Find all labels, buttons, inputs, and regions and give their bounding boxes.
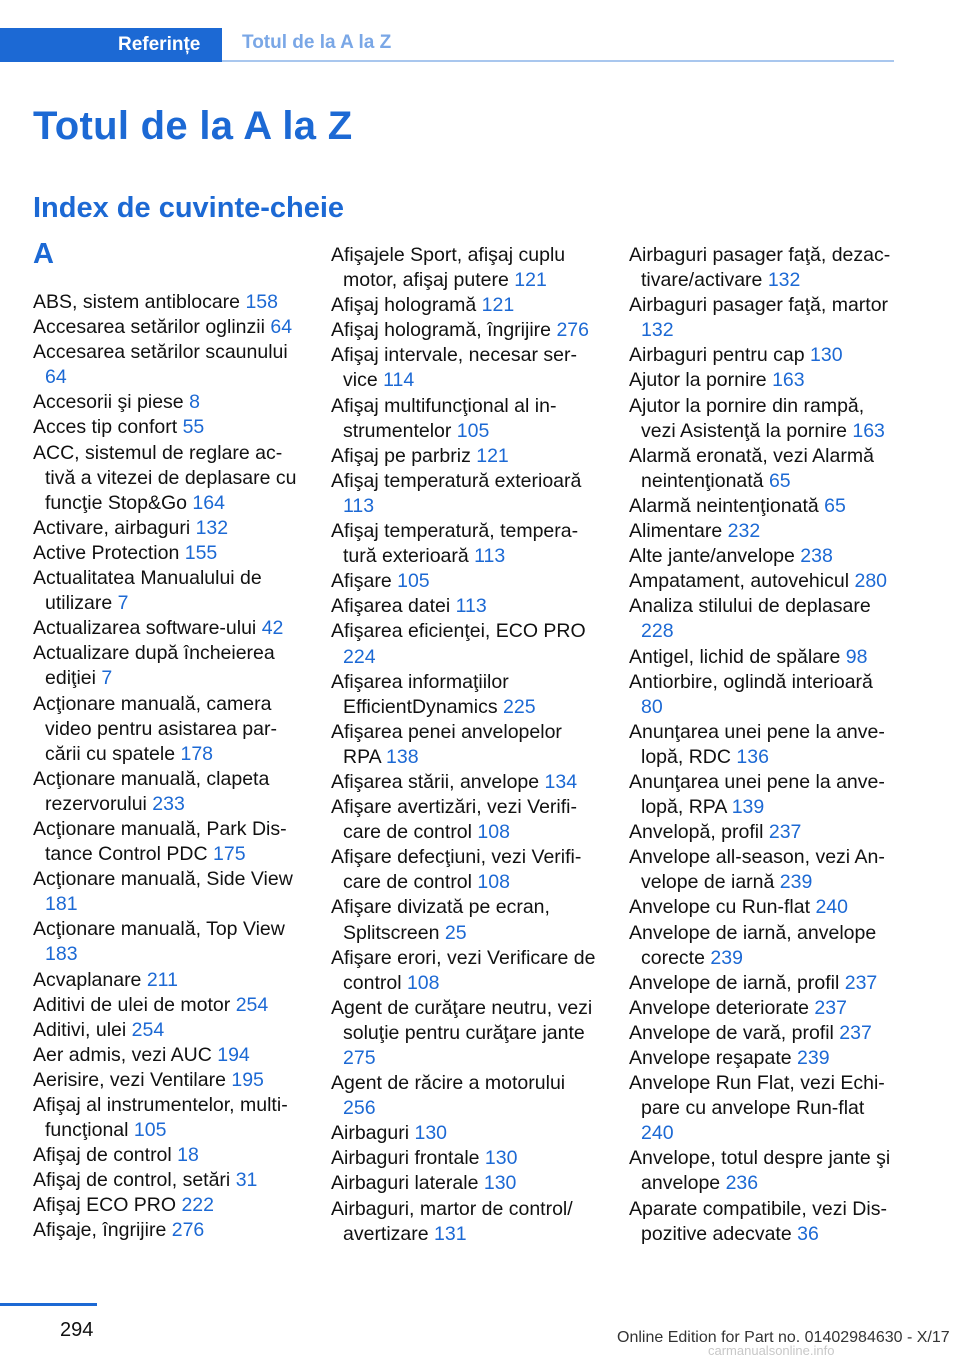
index-entry — [629, 519, 899, 544]
index-entry — [33, 1143, 303, 1168]
index-term: Acţionare manuală, Park Distance Control PDC — [33, 817, 287, 866]
index-term: Alarmă eronată, vezi Alarmă neintenţionată — [629, 444, 874, 492]
page-reference-link[interactable]: 130 — [414, 1122, 448, 1145]
index-term: Anvelope Run Flat, vezi Echipare cu anvelope Run-flat — [629, 1072, 885, 1120]
page-reference-link[interactable]: 195 — [231, 1068, 264, 1091]
index-entry — [33, 415, 303, 440]
index-term: Anvelope cu Run-flat — [629, 896, 816, 919]
index-term: Acţionare manuală, clapeta rezervorului — [33, 767, 270, 815]
index-term: Afişaje, îngrijire — [33, 1219, 172, 1242]
index-entry — [331, 1146, 601, 1171]
index-term: Anvelope all-season, vezi Anvelope de iarnă — [629, 846, 885, 894]
index-term: Airbaguri pasager faţă, martor — [629, 294, 889, 317]
tab-totul-de-la-a-la-z[interactable] — [242, 28, 391, 60]
page-reference-link[interactable]: 194 — [217, 1043, 250, 1066]
index-entry — [33, 993, 303, 1018]
footer-rule — [0, 1303, 97, 1306]
page-reference-link[interactable]: 240 — [815, 896, 848, 919]
index-term: Afişare erori, vezi Verificare de control — [331, 946, 596, 994]
index-term: Afişaj al instrumentelor, multifuncţional — [33, 1094, 288, 1142]
index-term: Anunţarea unei pene la anvelopă, RPA — [629, 770, 885, 819]
index-entry — [629, 996, 899, 1021]
letter-heading: A — [33, 238, 54, 270]
index-column-3 — [629, 243, 899, 1247]
page-reference-link[interactable]: 222 — [181, 1194, 214, 1217]
page-reference-link[interactable]: 256 — [343, 1097, 376, 1120]
page-reference-link[interactable]: 254 — [131, 1018, 165, 1041]
page-reference-link[interactable]: 211 — [146, 968, 178, 991]
index-entry — [629, 720, 899, 770]
index-entry — [33, 616, 303, 641]
index-term: Accesorii şi piese — [33, 391, 190, 414]
index-entry — [629, 368, 899, 393]
page-reference-link[interactable]: 18 — [177, 1144, 199, 1167]
index-term: Acţionare manuală, camera video pentru asistarea parcării cu spatele — [33, 692, 277, 765]
index-entry — [629, 1197, 899, 1247]
index-entry — [33, 767, 303, 817]
index-term: Alarmă neintenţionată — [629, 494, 825, 517]
index-entry — [33, 390, 303, 415]
page-reference-link[interactable]: 237 — [814, 996, 847, 1019]
page-reference-link[interactable]: 178 — [180, 742, 214, 765]
index-term: Anvelope, totul despre jante şi anvelope — [629, 1147, 891, 1195]
index-entry — [331, 619, 601, 669]
index-entry — [629, 569, 899, 594]
index-term: Afişaj ECO PRO — [33, 1194, 182, 1217]
index-entry — [629, 645, 899, 670]
index-term: Aerisire, vezi Ventilare — [33, 1068, 232, 1091]
index-entry — [629, 670, 899, 720]
page-reference-link[interactable]: 239 — [779, 871, 813, 894]
index-term: Actualitatea Manualului de utilizare — [33, 567, 262, 615]
page-reference-link[interactable]: 136 — [736, 745, 769, 768]
index-term: Afişarea datei — [331, 595, 456, 618]
index-term: Alte jante/anvelope — [629, 545, 801, 568]
page-reference-link[interactable]: 31 — [235, 1169, 258, 1192]
index-term: Anvelope reşapate — [629, 1047, 798, 1069]
index-entry — [331, 795, 601, 845]
index-term: Antigel, lichid de spălare — [629, 645, 846, 668]
index-term: Ampatament, autovehicul — [629, 570, 855, 593]
index-term: Accesarea setărilor oglinzii — [33, 316, 271, 339]
index-term: Afişaj hologramă — [331, 294, 482, 317]
index-term: Afişaj pe parbriz — [331, 444, 477, 467]
page-reference-link[interactable]: 225 — [503, 695, 536, 718]
index-entry — [33, 1043, 303, 1068]
index-term: Activare, airbaguri — [33, 516, 196, 539]
index-term: Alimentare — [629, 520, 728, 543]
index-entry — [629, 1021, 899, 1046]
index-term: Anvelopă, profil — [629, 821, 769, 844]
index-term: Afişaj temperatură exterioară — [331, 469, 582, 492]
index-entry — [331, 394, 601, 444]
index-term: Acces tip confort — [33, 416, 183, 439]
index-term: Aditivi, ulei — [33, 1018, 132, 1041]
index-term: Anvelope deteriorate — [629, 996, 815, 1019]
page-reference-link[interactable]: 105 — [133, 1119, 167, 1142]
index-entry — [629, 343, 899, 368]
page-reference-link[interactable]: 105 — [456, 419, 490, 442]
page-reference-link[interactable]: 276 — [171, 1219, 205, 1242]
page-reference-link[interactable]: 175 — [213, 843, 246, 866]
page-reference-link[interactable]: 163 — [772, 369, 805, 392]
index-entry — [33, 541, 303, 566]
index-term: Airbaguri pentru cap — [629, 344, 811, 367]
page-reference-link[interactable]: 42 — [261, 617, 284, 640]
index-term: Anunţarea unei pene la anvelopă, RDC — [629, 720, 885, 768]
page-reference-link[interactable]: 25 — [444, 921, 467, 944]
index-term: Actualizare după încheierea ediţiei — [33, 642, 275, 690]
index-entry — [331, 845, 601, 895]
index-entry — [629, 494, 899, 519]
index-term: Antiorbire, oglindă interioară — [629, 670, 873, 693]
page-reference-link[interactable]: 280 — [854, 570, 888, 593]
index-term: Accesarea setărilor scaunului — [33, 341, 288, 364]
index-entry — [33, 867, 303, 917]
page-reference-link[interactable]: 64 — [45, 366, 67, 389]
index-entry — [331, 594, 601, 619]
index-term: Afişaj hologramă, îngrijire — [331, 319, 557, 342]
index-entry — [629, 1071, 899, 1146]
page-reference-link[interactable]: 98 — [845, 645, 868, 668]
index-entry — [331, 670, 601, 720]
index-term: Aparate compatibile, vezi Dispozitive adecvate — [629, 1197, 887, 1245]
page-reference-link[interactable]: 164 — [192, 491, 225, 514]
index-term: ABS, sistem antiblocare — [33, 291, 246, 313]
page-reference-link[interactable]: 237 — [844, 971, 878, 994]
index-entry — [629, 594, 899, 644]
index-term: Airbaguri — [331, 1122, 415, 1145]
page-reference-link[interactable]: 237 — [768, 821, 802, 844]
index-entry — [33, 315, 303, 340]
index-entry — [629, 444, 899, 494]
page-reference-link[interactable]: 131 — [434, 1222, 467, 1245]
page-reference-link[interactable]: 228 — [641, 620, 674, 643]
page-reference-link[interactable]: 275 — [343, 1047, 376, 1069]
index-term: Afişaj intervale, necesar service — [331, 344, 578, 392]
index-entry — [629, 243, 899, 293]
index-term: Agent de curăţare neutru, vezi soluţie pentru curăţare jante — [331, 996, 593, 1044]
index-entry — [331, 895, 601, 945]
index-term: Afişarea stării, anvelope — [331, 770, 545, 793]
index-entry — [33, 692, 303, 767]
index-entry — [629, 820, 899, 845]
edition-note: Online Edition for Part no. 01402984630 - X/17 — [617, 1329, 950, 1346]
index-entry — [331, 770, 601, 795]
index-entry — [331, 1171, 601, 1196]
index-entry — [331, 343, 601, 393]
tab-totul-label: Totul de la A la Z — [242, 32, 392, 53]
index-column-2 — [331, 243, 601, 1247]
tab-referinte[interactable] — [0, 28, 222, 62]
index-term: Afişaj multifuncţional al instrumentelor — [331, 394, 557, 442]
page-reference-link[interactable]: 121 — [481, 294, 515, 317]
index-term: Actualizarea software-ului — [33, 617, 262, 640]
index-entry — [33, 917, 303, 967]
index-term: Afişaj de control, setări — [33, 1169, 236, 1192]
page-reference-link[interactable]: 130 — [484, 1147, 518, 1170]
page-reference-link[interactable]: 224 — [343, 645, 376, 668]
page-reference-link[interactable]: 113 — [474, 545, 506, 568]
index-term: Aditivi de ulei de motor — [33, 993, 236, 1016]
index-entry — [33, 1193, 303, 1218]
header-tab-bar — [0, 28, 894, 62]
index-entry — [331, 318, 601, 343]
index-term: Acvaplanare — [33, 968, 147, 991]
page-reference-link[interactable]: 232 — [727, 520, 761, 543]
index-term: Afişare avertizări, vezi Verificare de control — [331, 796, 577, 844]
page-reference-link[interactable]: 64 — [270, 316, 293, 339]
page-reference-link[interactable]: 113 — [455, 595, 487, 618]
index-entry — [629, 895, 899, 920]
page-reference-link[interactable]: 105 — [397, 570, 430, 593]
index-term: Anvelope de iarnă, anvelope corecte — [629, 921, 877, 969]
page-reference-link[interactable]: 158 — [245, 291, 278, 313]
index-entry — [331, 444, 601, 469]
index-term: Airbaguri frontale — [331, 1147, 485, 1170]
index-term: Afişarea informaţiilor EfficientDynamics — [331, 670, 509, 718]
index-entry — [629, 544, 899, 569]
index-entry — [629, 293, 899, 343]
tab-referinte-label: Referințe — [118, 34, 201, 55]
index-term: Airbaguri laterale — [331, 1172, 484, 1195]
page-reference-link[interactable]: 183 — [45, 943, 78, 966]
page-reference-link[interactable]: 121 — [476, 444, 509, 467]
page-number: 294 — [60, 1319, 94, 1341]
index-term: Afişaj de control — [33, 1144, 178, 1167]
index-entry — [33, 340, 303, 390]
index-term: Aer admis, vezi AUC — [33, 1043, 218, 1066]
page-reference-link[interactable]: 55 — [182, 416, 205, 439]
index-term: Afişare divizată pe ecran, Splitscreen — [331, 896, 550, 944]
index-term: Acţionare manuală, Side View — [33, 868, 293, 891]
index-entry — [33, 441, 303, 516]
page-reference-link[interactable]: 132 — [767, 269, 801, 292]
index-entry — [331, 1071, 601, 1121]
index-entry — [33, 1093, 303, 1143]
index-term: Afişajele Sport, afişaj cuplu motor, afişaj putere — [331, 244, 566, 292]
index-entry — [33, 1068, 303, 1093]
index-entry — [331, 720, 601, 770]
page-reference-link[interactable]: 134 — [544, 770, 578, 793]
index-entry — [33, 1218, 303, 1243]
page-reference-link[interactable]: 108 — [477, 871, 510, 894]
index-term: Afişarea eficienţei, ECO PRO — [331, 620, 586, 643]
index-entry — [331, 293, 601, 318]
index-entry — [33, 641, 303, 691]
page-reference-link[interactable]: 113 — [343, 494, 375, 517]
index-term: Afişaj temperatură, temperatură exterioară — [331, 520, 579, 568]
page-reference-link[interactable]: 7 — [101, 667, 113, 690]
index-entry — [331, 1121, 601, 1146]
index-term: Afişarea penei anvelopelor RPA — [331, 720, 562, 768]
index-column-1 — [33, 290, 303, 1244]
page-reference-link[interactable]: 130 — [483, 1172, 517, 1195]
index-entry — [33, 1018, 303, 1043]
index-entry — [629, 845, 899, 895]
index-entry — [33, 566, 303, 616]
index-term: Acţionare manuală, Top View — [33, 918, 285, 941]
page-reference-link[interactable]: 239 — [710, 946, 743, 969]
index-entry — [33, 1168, 303, 1193]
index-entry — [33, 290, 303, 315]
page-reference-link[interactable]: 139 — [731, 796, 765, 819]
index-entry — [629, 770, 899, 820]
index-term: Afişare defecţiuni, vezi Verificare de control — [331, 846, 582, 894]
page-reference-link[interactable]: 236 — [725, 1172, 759, 1195]
page-reference-link[interactable]: 240 — [641, 1122, 674, 1145]
index-entry — [629, 1146, 899, 1196]
page-reference-link[interactable]: 108 — [406, 971, 440, 994]
index-entry — [33, 968, 303, 993]
page-reference-link[interactable]: 114 — [383, 369, 415, 392]
page-reference-link[interactable]: 132 — [195, 516, 229, 539]
page-reference-link[interactable]: 121 — [514, 269, 547, 292]
page-reference-link[interactable]: 276 — [556, 319, 589, 342]
index-entry — [331, 469, 601, 519]
page-reference-link[interactable]: 181 — [45, 893, 78, 916]
index-entry — [33, 817, 303, 867]
index-term: Agent de răcire a motorului — [331, 1072, 566, 1095]
page-reference-link[interactable]: 65 — [824, 494, 846, 517]
index-term: Airbaguri, martor de control/ avertizare — [331, 1197, 573, 1245]
index-entry — [331, 569, 601, 594]
page-reference-link[interactable]: 233 — [152, 792, 185, 815]
index-entry — [331, 996, 601, 1071]
page-reference-link[interactable]: 80 — [641, 695, 663, 718]
index-entry — [331, 243, 601, 293]
page-reference-link[interactable]: 65 — [768, 469, 791, 492]
index-term: Analiza stilului de deplasare — [629, 595, 871, 618]
page-reference-link[interactable]: 36 — [797, 1222, 819, 1245]
index-entry — [331, 946, 601, 996]
index-term: Ajutor la pornire — [629, 369, 773, 392]
page-reference-link[interactable]: 155 — [184, 541, 218, 564]
page-reference-link[interactable]: 7 — [117, 592, 129, 615]
index-term: Active Protection — [33, 541, 185, 564]
index-entry — [629, 971, 899, 996]
page-reference-link[interactable]: 138 — [386, 745, 419, 768]
index-entry — [629, 1046, 899, 1071]
index-term: Anvelope de vară, profil — [629, 1021, 840, 1044]
index-entry — [629, 394, 899, 444]
index-term: Ajutor la pornire din rampă, vezi Asistenţă la pornire — [629, 394, 865, 442]
page-title: Totul de la A la Z — [33, 104, 353, 148]
page-reference-link[interactable]: 254 — [235, 993, 269, 1016]
index-term: Airbaguri pasager faţă, dezactivare/activare — [629, 244, 891, 292]
watermark: carmanualsonline.info — [708, 1343, 835, 1358]
page-reference-link[interactable]: 237 — [839, 1021, 872, 1044]
page-reference-link[interactable]: 8 — [189, 391, 200, 414]
page-reference-link[interactable]: 132 — [641, 319, 674, 342]
page-reference-link[interactable]: 238 — [800, 545, 833, 568]
page-reference-link[interactable]: 163 — [852, 419, 885, 442]
index-term: ACC, sistemul de reglare activă a vitezei de deplasare cu funcţie Stop&Go — [33, 441, 297, 514]
header-divider-line — [222, 60, 894, 62]
index-term: Afişare — [331, 570, 398, 593]
index-entry — [33, 516, 303, 541]
page-reference-link[interactable]: 239 — [797, 1047, 830, 1069]
index-entry — [331, 519, 601, 569]
section-title: Index de cuvinte-cheie — [33, 192, 345, 224]
index-term: Anvelope de iarnă, profil — [629, 971, 845, 994]
page-reference-link[interactable]: 108 — [477, 821, 510, 844]
page-reference-link[interactable]: 130 — [810, 344, 843, 367]
index-entry — [629, 921, 899, 971]
index-entry — [331, 1197, 601, 1247]
